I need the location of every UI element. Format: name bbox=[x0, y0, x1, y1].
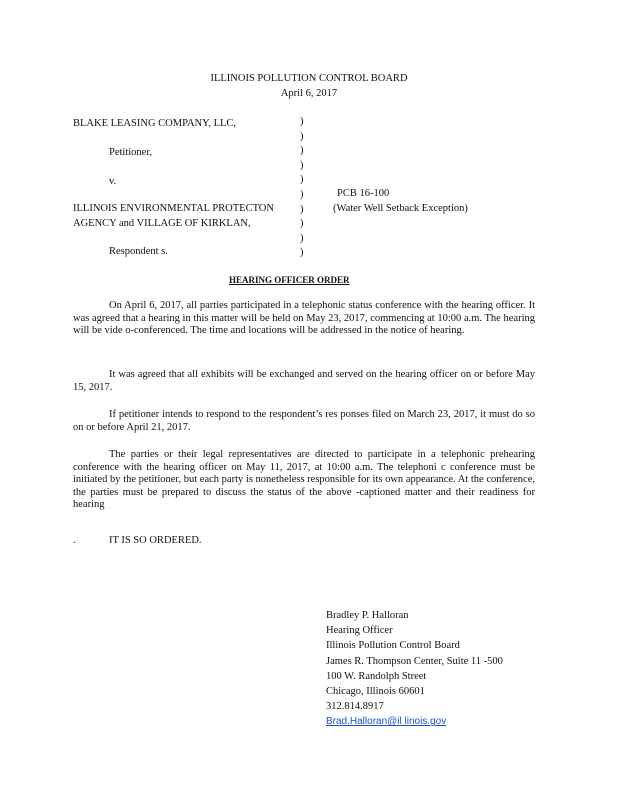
closing-statement: IT IS SO ORDERED. bbox=[109, 535, 202, 546]
caption-paren: ) bbox=[300, 145, 304, 157]
respondent-name-line2: AGENCY and VILLAGE OF KIRKLAN, bbox=[73, 218, 251, 229]
paragraph-text: The parties or their legal representatives are directed to participate in a telephonic prehearing conference with the hearing officer on May 11, 2017, at 10:00 a.m. The telephoni c conference must be initiated by the petitioner, but each party is nonetheless responsible for its own appearance. At the conference, the parties must be prepared to discuss the status of the above -captioned matter and their readiness for hearing bbox=[73, 449, 535, 511]
document-date: April 6, 2017 bbox=[280, 88, 338, 99]
signer-name: Bradley P. Halloran bbox=[326, 610, 409, 621]
caption-paren: ) bbox=[300, 174, 304, 186]
caption-paren: ) bbox=[300, 218, 304, 230]
paragraph-text: On April 6, 2017, all parties participated in a telephonic status conference with the hearing officer. It was agreed that a hearing in this matter will be held on May 23, 2017, commencing at 10:00 a.m. The hearing will be vide o-conferenced. The time and locations will be addressed in the notice of hearing. bbox=[73, 300, 535, 337]
signer-title: Hearing Officer bbox=[326, 625, 393, 637]
body-paragraph-4 bbox=[73, 449, 535, 512]
caption-paren-column bbox=[300, 116, 304, 262]
paragraph-text: If petitioner intends to respond to the respondent’s res ponses filed on March 23, 2017, it must do so on or before April 21, 2017. bbox=[73, 409, 535, 433]
caption-paren: ) bbox=[300, 116, 304, 127]
paragraph-text: It was agreed that all exhibits will be exchanged and served on the hearing officer on or before May 15, 2017. bbox=[73, 369, 535, 393]
closing-bullet: . bbox=[73, 535, 76, 546]
case-type: (Water Well Setback Exception) bbox=[333, 203, 468, 214]
caption-paren: ) bbox=[300, 130, 304, 142]
body-paragraph-3 bbox=[73, 409, 535, 434]
respondent-name-line1: ILLINOIS ENVIRONMENTAL PROTECTON bbox=[73, 203, 274, 214]
caption-paren: ) bbox=[300, 232, 304, 244]
petitioner-label: Petitioner, bbox=[109, 147, 153, 158]
signer-phone: 312.814.8917 bbox=[326, 701, 384, 713]
versus-label: v. bbox=[109, 176, 117, 187]
order-title bbox=[229, 275, 350, 288]
caption-paren: ) bbox=[300, 188, 304, 200]
body-paragraph-2 bbox=[73, 369, 535, 394]
signer-address-line1: James R. Thompson Center, Suite 11 -500 bbox=[326, 655, 503, 667]
signer-city: Chicago, Illinois 60601 bbox=[326, 685, 425, 697]
body-paragraph-1 bbox=[73, 300, 535, 338]
caption-paren: ) bbox=[300, 159, 304, 171]
respondent-label: Respondent s. bbox=[109, 246, 168, 257]
document-header-agency: ILLINOIS POLLUTION CONTROL BOARD bbox=[210, 73, 408, 84]
order-title-text: HEARING OFFICER ORDER bbox=[229, 275, 350, 285]
caption-paren: ) bbox=[300, 203, 304, 215]
signer-address-line2: 100 W. Randolph Street bbox=[326, 670, 427, 682]
signer-agency: Illinois Pollution Control Board bbox=[326, 640, 460, 652]
signature-block bbox=[326, 610, 503, 732]
case-number: PCB 16-100 bbox=[337, 188, 390, 199]
caption-paren: ) bbox=[300, 247, 304, 259]
signer-email-link[interactable]: Brad.Halloran@il linois.gov bbox=[326, 716, 447, 728]
petitioner-name: BLAKE LEASING COMPANY, LLC, bbox=[73, 118, 237, 129]
